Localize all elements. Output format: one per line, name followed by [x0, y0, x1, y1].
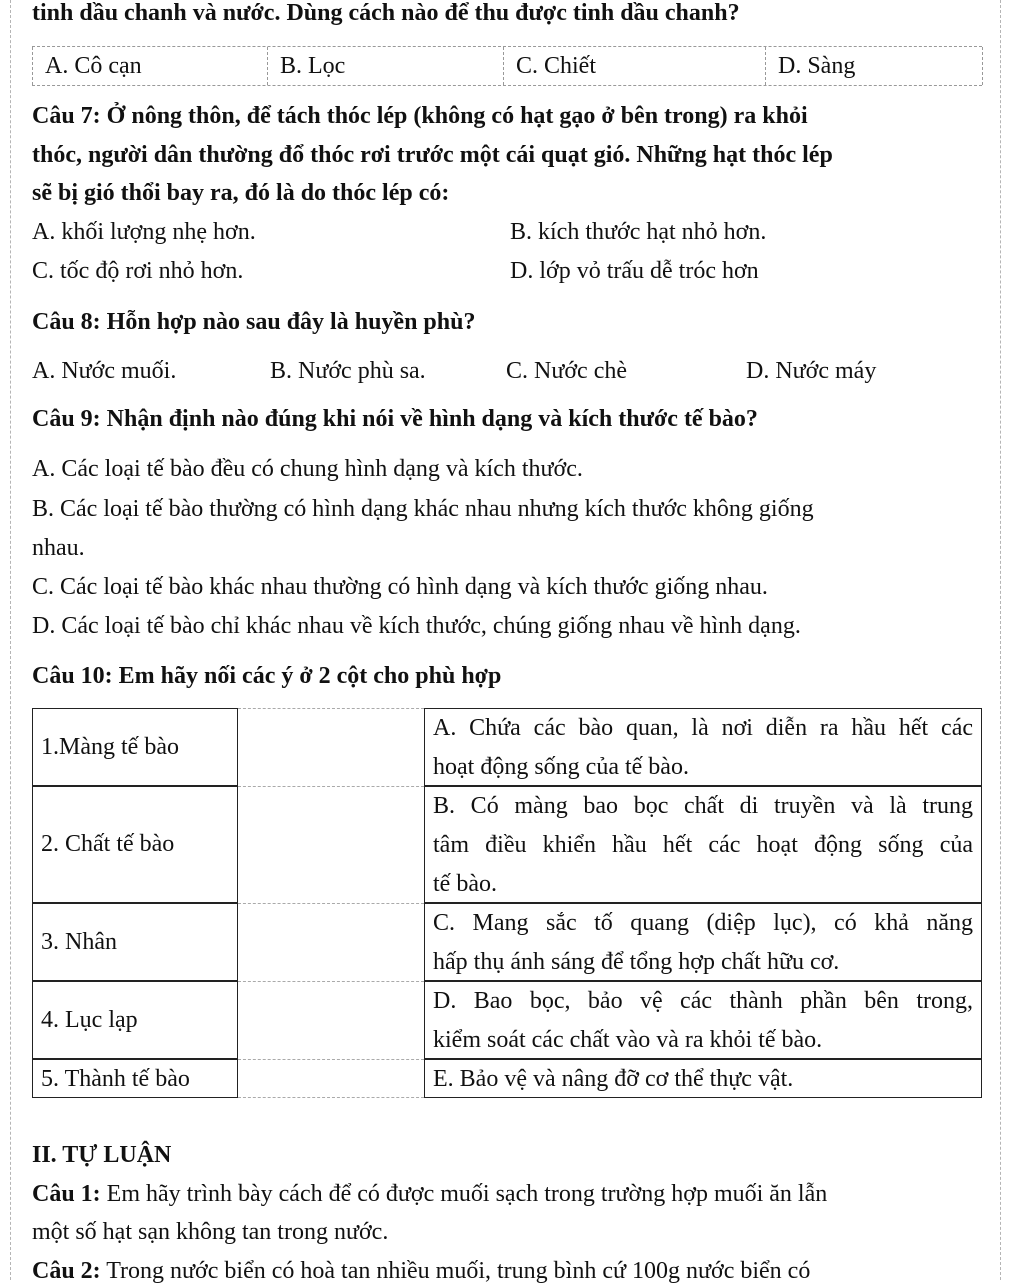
q8-question: Câu 8: Hỗn hợp nào sau đây là huyền phù? — [32, 309, 476, 335]
right-item-d[interactable]: D. Bao bọc, bảo vệ các thành phần bên trong, kiểm soát các chất vào và ra khỏi tế bào. — [424, 981, 982, 1059]
q7-option-c[interactable]: C. tốc độ rơi nhỏ hơn. — [32, 258, 244, 284]
q8-option-c[interactable]: C. Nước chè — [506, 358, 627, 384]
gap-guide — [238, 903, 424, 904]
q7-question-line-1: Câu 7: Ở nông thôn, để tách thóc lép (không có hạt gạo ở bên trong) ra khỏi — [32, 103, 808, 129]
essay-q2-line-1: Câu 2: Trong nước biển có hoà tan nhiều muối, trung bình cứ 100g nước biển có — [32, 1258, 811, 1284]
part2-heading: II. TỰ LUẬN — [32, 1142, 172, 1168]
left-item-2[interactable]: 2. Chất tế bào — [32, 786, 238, 903]
essay-q1-line-1: Câu 1: Em hãy trình bày cách để có được muối sạch trong trường hợp muối ăn lẫn — [32, 1181, 828, 1207]
right-item-b[interactable]: B. Có màng bao bọc chất di truyền và là trung tâm điều khiển hầu hết các hoạt động sống của tế bào. — [424, 786, 982, 903]
q9-option-c[interactable]: C. Các loại tế bào khác nhau thường có hình dạng và kích thước giống nhau. — [32, 574, 768, 600]
q8-option-a[interactable]: A. Nước muối. — [32, 358, 177, 384]
q6-option-b[interactable]: B. Lọc — [267, 47, 504, 85]
gap-guide — [238, 786, 424, 787]
q7-option-d[interactable]: D. lớp vỏ trấu dễ tróc hơn — [510, 258, 759, 284]
left-item-1[interactable]: 1.Màng tế bào — [32, 708, 238, 786]
q7-option-a[interactable]: A. khối lượng nhẹ hơn. — [32, 219, 256, 245]
left-item-5[interactable]: 5. Thành tế bào — [32, 1059, 238, 1098]
q6-text: tinh dầu chanh và nước. Dùng cách nào để thu được tinh dầu chanh? — [32, 0, 740, 26]
q8-option-b[interactable]: B. Nước phù sa. — [270, 358, 426, 384]
left-item-4[interactable]: 4. Lục lạp — [32, 981, 238, 1059]
gap-guide — [238, 708, 424, 709]
q9-option-a[interactable]: A. Các loại tế bào đều có chung hình dạng và kích thước. — [32, 456, 583, 482]
q9-option-d[interactable]: D. Các loại tế bào chỉ khác nhau về kích thước, chúng giống nhau về hình dạng. — [32, 613, 801, 639]
q10-question: Câu 10: Em hãy nối các ý ở 2 cột cho phù hợp — [32, 663, 502, 689]
page-border-left — [10, 0, 11, 1280]
matching-table — [32, 708, 982, 1098]
q9-option-b[interactable]: B. Các loại tế bào thường có hình dạng khác nhau nhưng kích thước không giống — [32, 496, 814, 522]
q6-option-c[interactable]: C. Chiết — [503, 47, 766, 85]
q7-option-b[interactable]: B. kích thước hạt nhỏ hơn. — [510, 219, 767, 245]
left-item-3[interactable]: 3. Nhân — [32, 903, 238, 981]
q8-option-d[interactable]: D. Nước máy — [746, 358, 877, 384]
q7-question-line-3: sẽ bị gió thổi bay ra, đó là do thóc lép có: — [32, 180, 450, 206]
right-item-e[interactable]: E. Bảo vệ và nâng đỡ cơ thể thực vật. — [424, 1059, 982, 1098]
q6-option-d[interactable]: D. Sàng — [765, 47, 983, 85]
gap-guide — [238, 981, 424, 982]
right-item-a[interactable]: A. Chứa các bào quan, là nơi diễn ra hầu hết các hoạt động sống của tế bào. — [424, 708, 982, 786]
q7-question-line-2: thóc, người dân thường đổ thóc rơi trước một cái quạt gió. Những hạt thóc lép — [32, 142, 833, 168]
gap-guide — [238, 1097, 424, 1098]
q9-option-b-continued: nhau. — [32, 535, 85, 561]
gap-guide — [238, 1059, 424, 1060]
essay-q1-line-2: một số hạt sạn không tan trong nước. — [32, 1219, 389, 1245]
q6-option-a[interactable]: A. Cô cạn — [32, 47, 268, 85]
right-item-c[interactable]: C. Mang sắc tố quang (diệp lục), có khả năng hấp thụ ánh sáng để tổng hợp chất hữu cơ. — [424, 903, 982, 981]
q6-options-row — [32, 46, 982, 86]
page-border-right — [1000, 0, 1001, 1280]
q9-question: Câu 9: Nhận định nào đúng khi nói về hình dạng và kích thước tế bào? — [32, 406, 758, 432]
